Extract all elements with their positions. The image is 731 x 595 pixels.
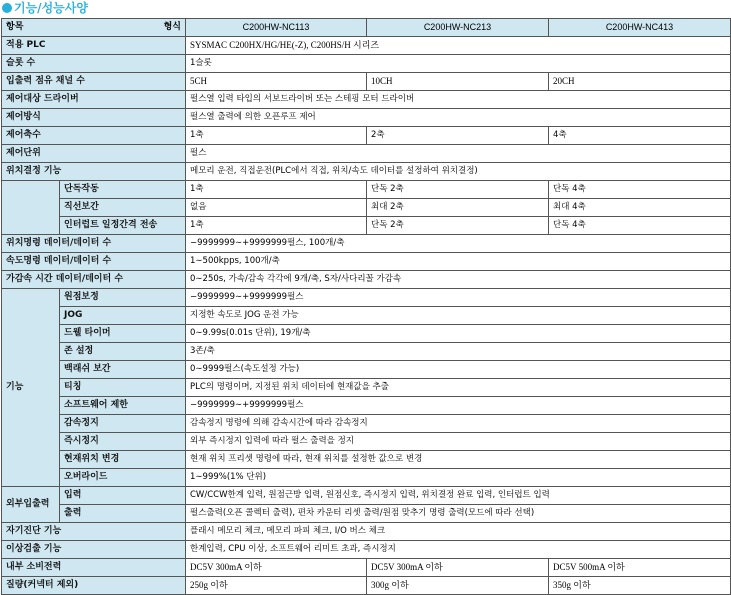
table-row: 기능 원점보정 −9999999∼+9999999펄스 — [2, 289, 731, 307]
table-row: 백래쉬 보간 0∼9999펄스(속도설정 가능) — [2, 361, 731, 379]
table-row: 인터럽트 일정간격 전송 1축 단독 2축 단독 4축 — [2, 217, 731, 235]
table-row: 자기진단 기능 플래시 메모리 체크, 메모리 파피 체크, I/O 버스 체크 — [2, 523, 731, 541]
table-row: 감속정지 감속정지 명령에 의해 감속시간에 따라 감속정지 — [2, 415, 731, 433]
table-row: 단독작동 1축 단독 2축 단독 4축 — [2, 181, 731, 199]
header-row — [2, 19, 731, 37]
table-row: 제어방식 펄스열 출력에 의한 오픈루프 제어 — [2, 109, 731, 127]
positioning-group-cell — [2, 181, 60, 235]
table-row: 속도명령 데이터/데이터 수 1∼500kpps, 100개/축 — [2, 253, 731, 271]
page-title: 기능/성능사양 — [0, 0, 731, 17]
table-row: 직선보간 없음 최대 2축 최대 4축 — [2, 199, 731, 217]
external-io-group-label: 외부입출력 — [2, 487, 60, 523]
table-row: 슬롯 수 1슬롯 — [2, 55, 731, 73]
table-row: 티칭 PLC의 명령이며, 지정된 위치 데이터에 현재값을 추출 — [2, 379, 731, 397]
table-row: 드웰 타이머 0∼9.99s(0.01s 단위), 19개/축 — [2, 325, 731, 343]
table-row: 소프트웨어 제한 −9999999∼+9999999펄스 — [2, 397, 731, 415]
bullet-icon — [2, 3, 12, 13]
table-row: 입출력 점유 채널 수 5CH 10CH 20CH — [2, 73, 731, 91]
model-nc413: C200HW-NC413 — [549, 19, 731, 37]
table-row: JOG 지정한 속도로 JOG 운전 가능 — [2, 307, 731, 325]
table-row: 질량(커넥터 제외) 250g 이하 300g 이하 350g 이하 — [2, 577, 731, 595]
model-nc113: C200HW-NC113 — [186, 19, 367, 37]
table-row: 내부 소비전력 DC5V 300mA 이하 DC5V 300mA 이하 DC5V 500mA 이하 — [2, 559, 731, 577]
model-nc213: C200HW-NC213 — [367, 19, 549, 37]
table-row: 외부입출력 입력 CW/CCW한계 입력, 원점근방 입력, 원점신호, 즉시정지 입력, 위치결정 완료 입력, 인터럽트 입력 — [2, 487, 731, 505]
table-row: 현재위치 변경 현재 위치 프리셋 명령에 따라, 현재 위치를 설정한 값으로 변경 — [2, 451, 731, 469]
table-row: 이상검출 기능 한계입력, CPU 이상, 소프트웨어 리미트 초과, 즉시정지 — [2, 541, 731, 559]
table-row: 적용 PLC SYSMAC C200HX/HG/HE(-Z), C200HS/H 시리즈 — [2, 37, 731, 55]
table-row: 존 설정 3존/축 — [2, 343, 731, 361]
spec-table — [1, 18, 731, 595]
table-row: 위치명령 데이터/데이터 수 −9999999∼+9999999펄스, 100개/축 — [2, 235, 731, 253]
functions-group-label: 기능 — [2, 289, 60, 487]
table-row: 출력 펄스출력(오픈 콜렉터 출력), 편차 카운터 리셋 출력/원점 맞추기 명령 출력(모드에 따라 선택) — [2, 505, 731, 523]
table-row: 위치결정 기능 메모리 운전, 직접운전(PLC에서 직접, 위치/속도 데이터를 설정하여 위치결정) — [2, 163, 731, 181]
table-row: 제어단위 펄스 — [2, 145, 731, 163]
header-item-cell: 항목 형식 — [2, 19, 186, 37]
table-row: 오버라이드 1∼999%(1% 단위) — [2, 469, 731, 487]
table-row: 제어대상 드라이버 펄스열 입력 타입의 서보드라이버 또는 스테핑 모터 드라이버 — [2, 91, 731, 109]
table-row: 즉시정지 외부 즉시정지 입력에 따라 펄스 출력을 정지 — [2, 433, 731, 451]
table-row: 가감속 시간 데이터/데이터 수 0∼250s, 가속/감속 각각에 9개/축, S자/사다리꼴 가감속 — [2, 271, 731, 289]
table-row: 제어축수 1축 2축 4축 — [2, 127, 731, 145]
